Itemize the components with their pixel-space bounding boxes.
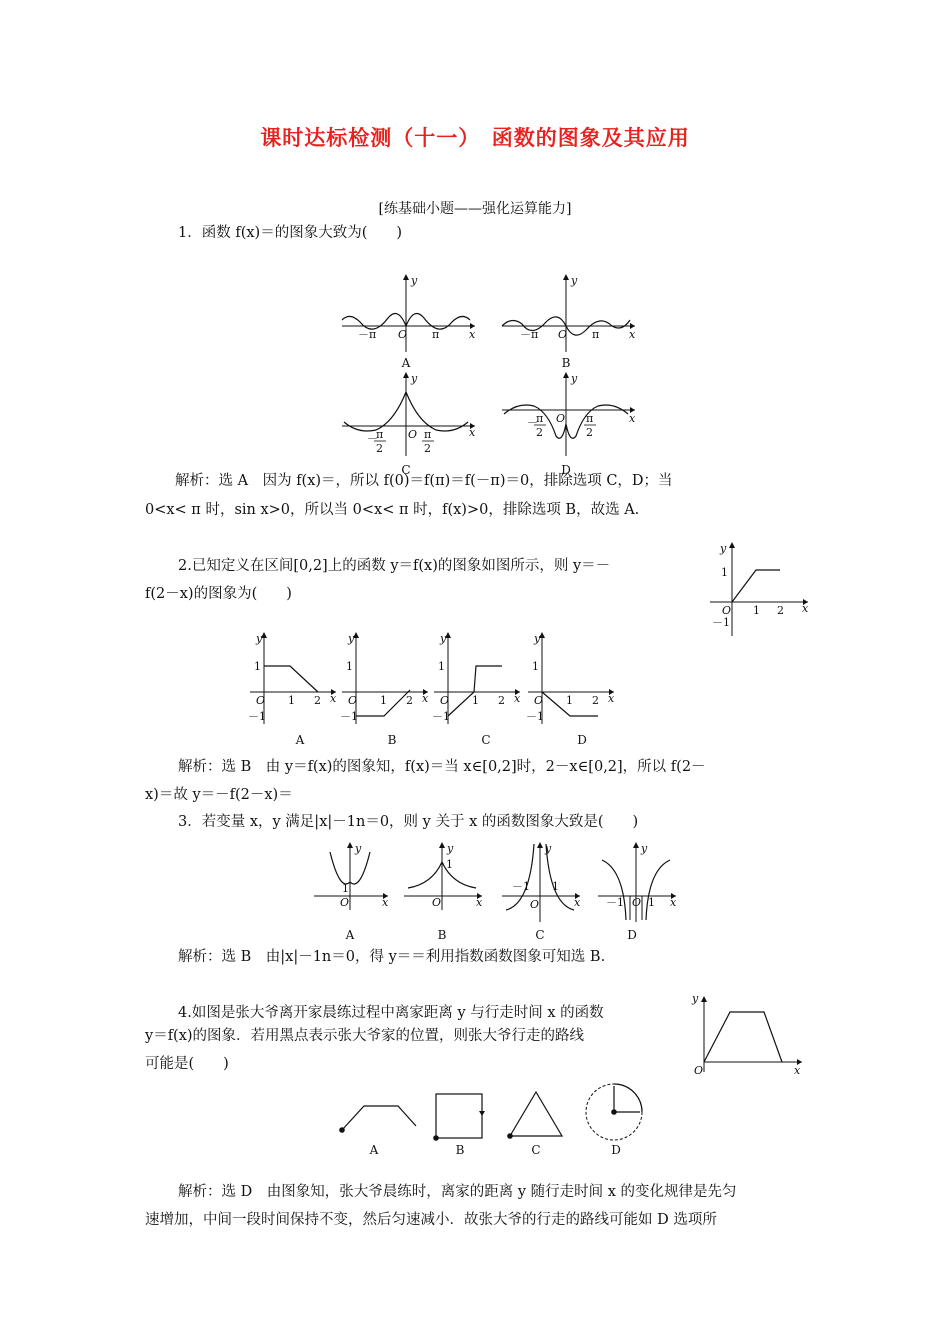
axis-x-label: x: [382, 896, 389, 909]
axis-y-label: y: [571, 372, 578, 385]
tick-neg-one: －1: [712, 616, 730, 629]
tick-one: 1: [648, 896, 655, 909]
q4-analysis-line1: 解析：选 D 由图象知，张大爷晨练时，离家的距离 y 随行走时间 x 的变化规律是先匀: [178, 1184, 737, 1200]
axis-y-label: y: [411, 372, 418, 385]
q4-option-b-label: B: [455, 1143, 465, 1157]
q3-option-d-label: D: [627, 928, 637, 942]
q2-graph-b: [340, 630, 432, 726]
axis-y-label: y: [692, 992, 699, 1005]
tick-one: 1: [380, 694, 387, 707]
tick-pi: π: [432, 328, 440, 341]
q1-analysis-line2: 0<x< π 时，sin x>0，所以当 0<x< π 时，f(x)>0，排除选项 B，故选 A.: [145, 502, 640, 518]
tick-frac-den: 2: [586, 426, 593, 439]
section-heading: [练基础小题——强化运算能力]: [378, 201, 572, 217]
axis-x-label: x: [330, 692, 337, 705]
question-4-stem-line1: 4.如图是张大爷离开家晨练过程中离家距离 y 与行走时间 x 的函数: [178, 1005, 604, 1021]
tick-one: 1: [438, 660, 445, 673]
axis-x-label: x: [469, 328, 476, 341]
tick-two: 2: [406, 694, 413, 707]
origin-label: O: [694, 1064, 704, 1077]
tick-frac-num: π: [536, 412, 544, 425]
tick-two: 2: [314, 694, 321, 707]
tick-neg-pi: －π: [358, 328, 377, 341]
tick-two: 2: [592, 694, 599, 707]
q4-option-c-label: C: [531, 1143, 541, 1157]
q3-option-a-label: A: [345, 928, 355, 942]
question-2-stem-line2: f(2－x)的图象为( ): [145, 586, 292, 602]
tick-one: 1: [254, 660, 261, 673]
q3-graph-b: [402, 840, 486, 912]
origin-label: O: [440, 694, 450, 707]
axis-x-label: x: [629, 328, 636, 341]
axis-x-label: x: [608, 692, 615, 705]
axis-y-label: y: [348, 632, 355, 645]
tick-neg-one: －1: [606, 896, 624, 909]
question-4-stem-line3: 可能是( ): [145, 1056, 229, 1072]
q4-route-b: [430, 1090, 490, 1142]
tick-frac-num: π: [586, 412, 594, 425]
axis-y-label: y: [440, 632, 447, 645]
axis-x-label: x: [469, 426, 476, 439]
origin-label: O: [530, 898, 540, 911]
tick-one: 1: [566, 694, 573, 707]
axis-y-label: y: [256, 632, 263, 645]
tick-one: 1: [342, 882, 349, 895]
q1-graph-a: [340, 272, 480, 354]
q3-graph-c: [500, 840, 584, 924]
origin-label: O: [432, 896, 442, 909]
question-2-stem-line1: 2.已知定义在区间[0,2]上的函数 y＝f(x)的图象如图所示，则 y＝－: [178, 558, 611, 574]
tick-two: 2: [498, 694, 505, 707]
q4-route-d: [582, 1082, 652, 1144]
origin-label: O: [632, 896, 642, 909]
q3-option-c-label: C: [535, 928, 545, 942]
tick-one: 1: [753, 604, 760, 617]
origin-label: O: [348, 694, 358, 707]
axis-x-label: x: [476, 896, 483, 909]
axis-x-label: x: [422, 692, 429, 705]
tick-neg-one: －1: [340, 710, 358, 723]
tick-frac-num: π: [424, 428, 432, 441]
question-1-stem: 1．函数 f(x)＝的图象大致为( ): [178, 225, 403, 241]
axis-x-label: x: [670, 896, 677, 909]
tick-minus: －: [527, 416, 538, 429]
q1-option-a-label: A: [401, 356, 411, 370]
tick-neg-one: －1: [432, 710, 450, 723]
origin-label: O: [558, 328, 568, 341]
q2-analysis-line1: 解析：选 B 由 y＝f(x)的图象知，f(x)＝当 x∈[0,2]时，2－x∈[0,2]，所以 f(2－: [178, 759, 706, 775]
axis-y-label: y: [534, 632, 541, 645]
tick-two: 2: [777, 604, 784, 617]
axis-x-label: x: [629, 412, 636, 425]
axis-y-label: y: [571, 274, 578, 287]
axis-x-label: x: [802, 602, 809, 615]
tick-neg-one: －1: [526, 710, 544, 723]
tick-one: 1: [552, 880, 559, 893]
q4-option-d-label: D: [611, 1143, 621, 1157]
axis-y-label: y: [447, 842, 454, 855]
q4-route-c: [506, 1088, 566, 1142]
axis-x-label: x: [574, 896, 581, 909]
question-3-stem: 3．若变量 x，y 满足|x|－1n＝0，则 y 关于 x 的函数图象大致是( ): [178, 814, 639, 830]
q2-option-c-label: C: [481, 733, 491, 747]
q1-graph-c: [340, 370, 480, 460]
tick-one: 1: [288, 694, 295, 707]
q2-graph-a: [248, 630, 340, 726]
axis-y-label: y: [411, 274, 418, 287]
axis-x-label: x: [794, 1064, 801, 1077]
axis-y-label: y: [355, 842, 362, 855]
tick-frac-num: π: [376, 428, 384, 441]
q4-option-a-label: A: [369, 1143, 379, 1157]
q2-analysis-line2: x)＝故 y＝－f(2－x)＝: [145, 787, 293, 803]
q2-option-b-label: B: [387, 733, 397, 747]
q4-route-a: [336, 1100, 420, 1140]
q1-graph-b: [500, 272, 640, 354]
q1-analysis-line1: 解析：选 A 因为 f(x)＝，所以 f(0)＝f(π)＝f(－π)＝0，排除选项 C，D；当: [175, 473, 673, 489]
q1-graph-d: [500, 370, 640, 460]
q2-given-graph: [708, 540, 814, 640]
q1-option-b-label: B: [561, 356, 571, 370]
tick-minus: －: [367, 432, 378, 445]
tick-one: 1: [721, 566, 728, 579]
tick-one: 1: [446, 858, 453, 871]
page-title: 课时达标检测（十一） 函数的图象及其应用: [260, 125, 690, 150]
q3-analysis: 解析：选 B 由|x|－1n＝0，得 y＝＝利用指数函数图象可知选 B.: [178, 949, 606, 965]
tick-neg-one: －1: [512, 880, 530, 893]
tick-frac-den: 2: [536, 426, 543, 439]
origin-label: O: [398, 328, 408, 341]
axis-y-label: y: [720, 542, 727, 555]
q1-option-c-label: C: [401, 463, 411, 477]
origin-label: O: [556, 412, 566, 425]
origin-label: O: [534, 694, 544, 707]
tick-one: 1: [472, 694, 479, 707]
origin-label: O: [340, 896, 350, 909]
tick-neg-pi: －π: [520, 328, 539, 341]
axis-y-label: y: [641, 842, 648, 855]
tick-one: 1: [532, 660, 539, 673]
tick-frac-den: 2: [424, 442, 431, 455]
q4-analysis-line2: 速增加，中间一段时间保持不变，然后匀速减小．故张大爷的行走的路线可能如 D 选项所: [145, 1212, 717, 1228]
axis-y-label: y: [545, 842, 552, 855]
q2-graph-d: [526, 630, 618, 726]
tick-frac-den: 2: [376, 442, 383, 455]
q2-graph-c: [432, 630, 524, 726]
question-4-stem-line2: y＝f(x)的图象．若用黑点表示张大爷家的位置，则张大爷行走的路线: [145, 1028, 585, 1044]
origin-label: O: [408, 428, 418, 441]
origin-label: O: [256, 694, 266, 707]
tick-pi: π: [592, 328, 600, 341]
q3-graph-d: [596, 840, 680, 924]
q4-distance-time-graph: [690, 992, 806, 1076]
q2-option-d-label: D: [577, 733, 587, 747]
q2-option-a-label: A: [295, 733, 305, 747]
tick-one: 1: [346, 660, 353, 673]
axis-x-label: x: [514, 692, 521, 705]
tick-neg-one: －1: [248, 710, 266, 723]
q1-option-d-label: D: [561, 463, 571, 477]
q3-option-b-label: B: [437, 928, 447, 942]
q3-graph-a: [312, 840, 392, 912]
origin-label: O: [722, 604, 732, 617]
